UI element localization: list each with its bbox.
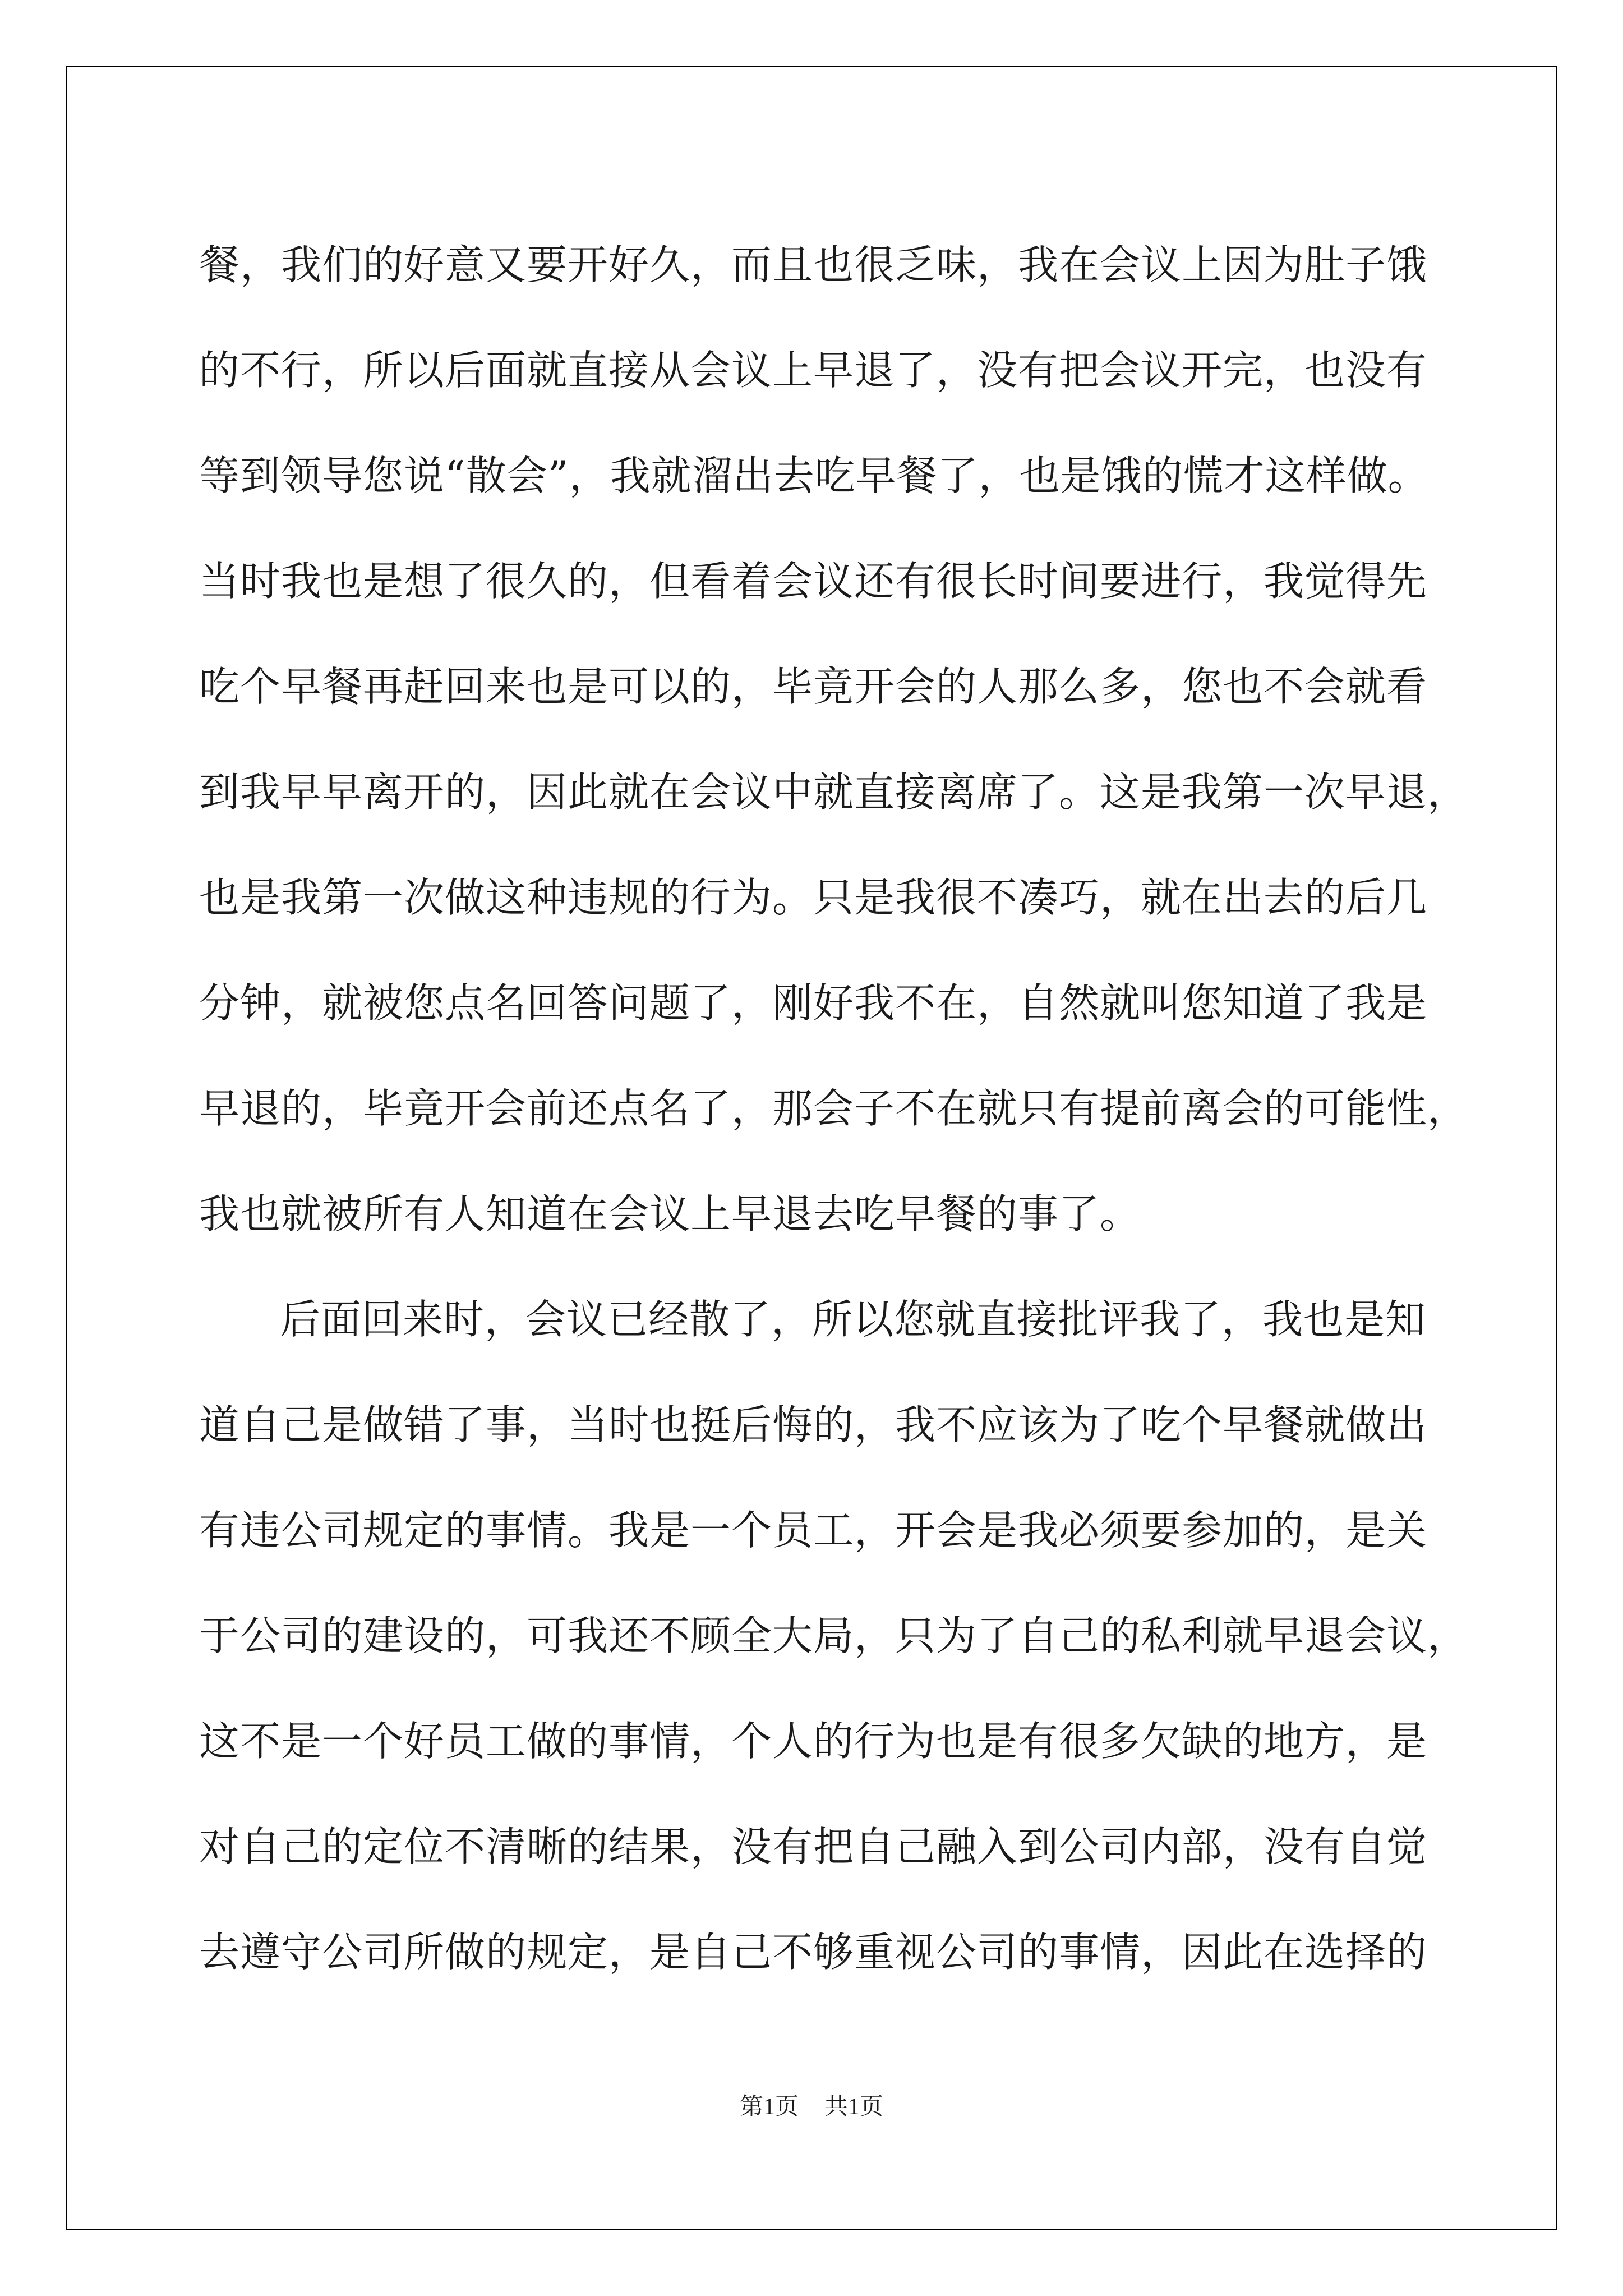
text-line: 也是我第一次做这种违规的行为。只是我很不凑巧，就在出去的后几 — [199, 874, 1428, 921]
page-number: 第1页 — [739, 2094, 799, 2120]
text-line: 道自己是做错了事，当时也挺后悔的，我不应该为了吃个早餐就做出 — [199, 1401, 1428, 1448]
paragraph-start-line: 后面回来时，会议已经散了，所以您就直接批评我了，我也是知 — [280, 1296, 1427, 1343]
page-footer — [0, 2088, 1623, 2122]
text-line: 餐，我们的好意又要开好久，而且也很乏味，我在会议上因为肚子饿 — [199, 241, 1428, 288]
text-line: 去遵守公司所做的规定，是自己不够重视公司的事情，因此在选择的 — [199, 1929, 1428, 1976]
text-line: 早退的，毕竟开会前还点名了，那会子不在就只有提前离会的可能性， — [199, 1085, 1469, 1132]
text-line: 等到领导您说“散会”，我就溜出去吃早餐了，也是饿的慌才这样做。 — [199, 452, 1429, 499]
text-line: 于公司的建设的，可我还不顾全大局，只为了自己的私利就早退会议， — [199, 1612, 1469, 1659]
text-line: 有违公司规定的事情。我是一个员工，开会是我必须要参加的，是关 — [199, 1507, 1428, 1554]
document-body — [199, 212, 1469, 2005]
text-line: 的不行，所以后面就直接从会议上早退了，没有把会议开完，也没有 — [199, 347, 1428, 394]
text-line: 到我早早离开的，因此就在会议中就直接离席了。这是我第一次早退， — [199, 769, 1469, 816]
text-line: 对自己的定位不清晰的结果，没有把自己融入到公司内部，没有自觉 — [199, 1823, 1428, 1870]
text-line: 我也就被所有人知道在会议上早退去吃早餐的事了。 — [199, 1190, 1141, 1237]
text-line: 吃个早餐再赶回来也是可以的，毕竟开会的人那么多，您也不会就看 — [199, 663, 1428, 710]
text-line: 分钟，就被您点名回答问题了，刚好我不在，自然就叫您知道了我是 — [199, 979, 1428, 1027]
text-line: 当时我也是想了很久的，但看着会议还有很长时间要进行，我觉得先 — [199, 558, 1428, 605]
text-line: 这不是一个好员工做的事情，个人的行为也是有很多欠缺的地方，是 — [199, 1718, 1428, 1765]
page-total: 共1页 — [824, 2094, 884, 2120]
